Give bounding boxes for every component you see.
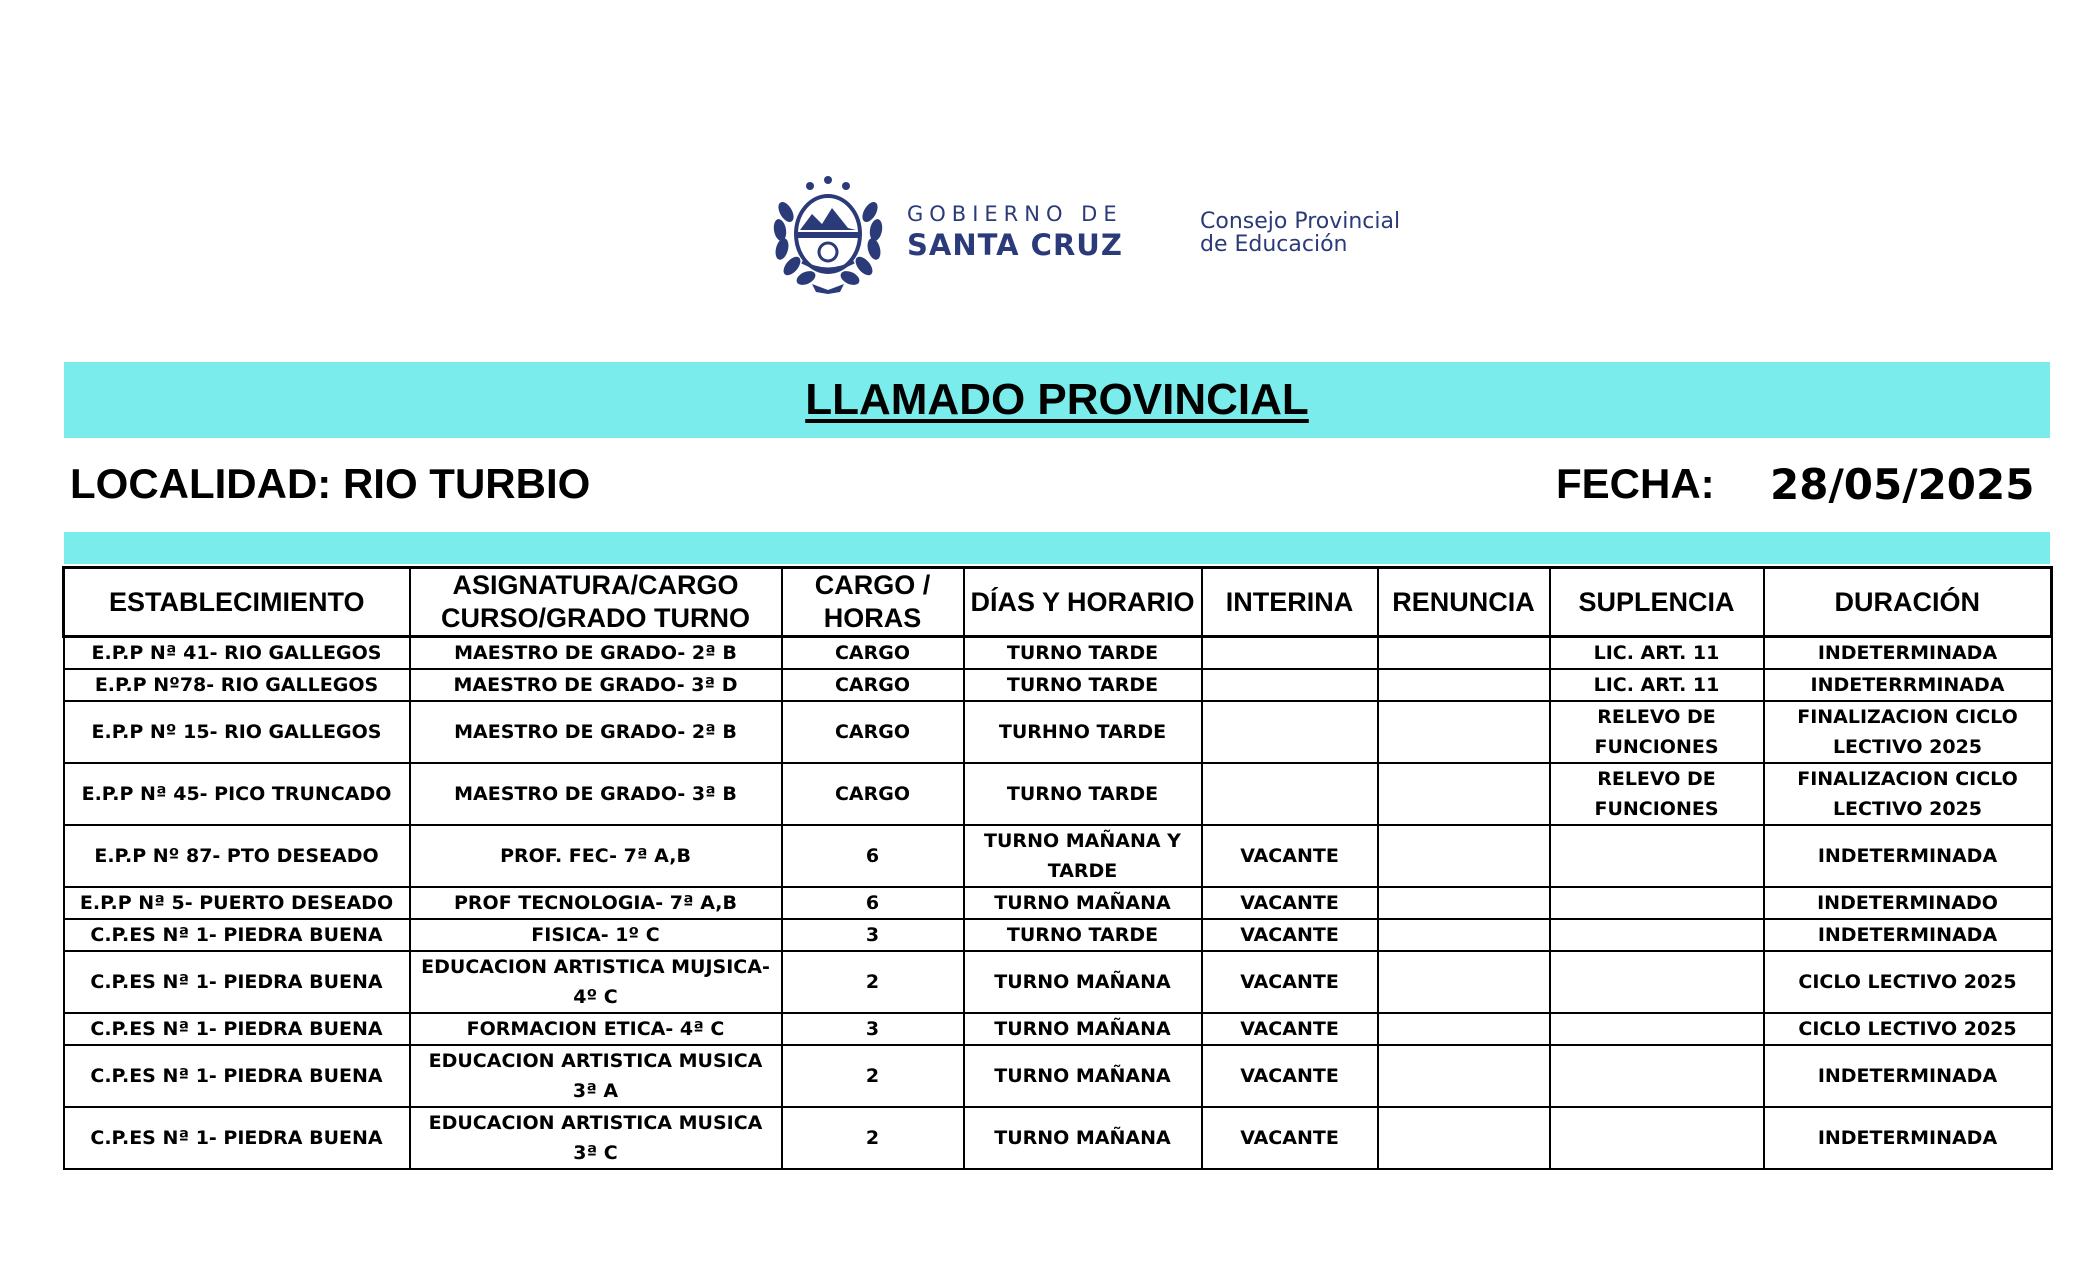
cell-interina xyxy=(1202,763,1378,825)
cell-establecimiento: C.P.ES Nª 1- PIEDRA BUENA xyxy=(64,919,410,951)
cell-asignatura: PROF. FEC- 7ª A,B xyxy=(410,825,782,887)
cell-suplencia xyxy=(1550,951,1764,1013)
cell-cargo_horas: 6 xyxy=(782,825,964,887)
gov-line-1: GOBIERNO DE xyxy=(907,202,1123,226)
cell-suplencia: RELEVO DE FUNCIONES xyxy=(1550,763,1764,825)
fecha-label: FECHA: xyxy=(1556,460,1715,507)
cell-interina: VACANTE xyxy=(1202,1045,1378,1107)
table-row xyxy=(64,919,2052,951)
title-banner xyxy=(64,362,2050,438)
column-header-dias_horario: DÍAS Y HORARIO xyxy=(964,568,1202,637)
government-wordmark xyxy=(907,202,1123,262)
column-header-establecimiento: ESTABLECIMIENTO xyxy=(64,568,410,637)
cell-interina xyxy=(1202,669,1378,701)
council-name xyxy=(1200,210,1400,256)
cell-dias_horario: TURNO TARDE xyxy=(964,637,1202,670)
cell-dias_horario: TURNO TARDE xyxy=(964,669,1202,701)
cell-suplencia xyxy=(1550,919,1764,951)
table-row xyxy=(64,1107,2052,1169)
cell-cargo_horas: CARGO xyxy=(782,669,964,701)
cell-interina: VACANTE xyxy=(1202,951,1378,1013)
cell-renuncia xyxy=(1378,951,1550,1013)
cell-suplencia: RELEVO DE FUNCIONES xyxy=(1550,701,1764,763)
cell-establecimiento: E.P.P Nª 45- PICO TRUNCADO xyxy=(64,763,410,825)
cell-renuncia xyxy=(1378,1107,1550,1169)
cell-duracion: INDETERMINADA xyxy=(1764,825,2052,887)
cell-duracion: FINALIZACION CICLO LECTIVO 2025 xyxy=(1764,701,2052,763)
cell-suplencia xyxy=(1550,887,1764,919)
cell-cargo_horas: 2 xyxy=(782,1107,964,1169)
cell-duracion: INDETERMINADA xyxy=(1764,1107,2052,1169)
cell-renuncia xyxy=(1378,669,1550,701)
vacancies-table xyxy=(62,566,2053,1170)
cell-dias_horario: TURNO TARDE xyxy=(964,763,1202,825)
cell-establecimiento: E.P.P Nº 15- RIO GALLEGOS xyxy=(64,701,410,763)
cell-dias_horario: TURNO MAÑANA xyxy=(964,951,1202,1013)
cell-asignatura: MAESTRO DE GRADO- 3ª B xyxy=(410,763,782,825)
cell-renuncia xyxy=(1378,825,1550,887)
cell-establecimiento: C.P.ES Nª 1- PIEDRA BUENA xyxy=(64,1045,410,1107)
cell-renuncia xyxy=(1378,1045,1550,1107)
cell-dias_horario: TURNO MAÑANA Y TARDE xyxy=(964,825,1202,887)
cell-establecimiento: E.P.P Nª 5- PUERTO DESEADO xyxy=(64,887,410,919)
cell-suplencia xyxy=(1550,1107,1764,1169)
cell-suplencia xyxy=(1550,825,1764,887)
column-header-interina: INTERINA xyxy=(1202,568,1378,637)
cell-duracion: CICLO LECTIVO 2025 xyxy=(1764,951,2052,1013)
cell-duracion: INDETERMINADA xyxy=(1764,919,2052,951)
cell-renuncia xyxy=(1378,887,1550,919)
table-row xyxy=(64,669,2052,701)
cell-interina: VACANTE xyxy=(1202,1107,1378,1169)
cell-suplencia xyxy=(1550,1013,1764,1045)
cell-renuncia xyxy=(1378,763,1550,825)
council-line-2: de Educación xyxy=(1200,232,1348,257)
cell-cargo_horas: CARGO xyxy=(782,637,964,670)
cell-establecimiento: C.P.ES Nª 1- PIEDRA BUENA xyxy=(64,1013,410,1045)
cell-suplencia: LIC. ART. 11 xyxy=(1550,637,1764,670)
cell-duracion: INDETERMINADA xyxy=(1764,637,2052,670)
cell-interina: VACANTE xyxy=(1202,1013,1378,1045)
cell-cargo_horas: 6 xyxy=(782,887,964,919)
cell-cargo_horas: 2 xyxy=(782,1045,964,1107)
cell-cargo_horas: 3 xyxy=(782,919,964,951)
cell-interina: VACANTE xyxy=(1202,887,1378,919)
cell-establecimiento: E.P.P Nª 41- RIO GALLEGOS xyxy=(64,637,410,670)
cell-dias_horario: TURNO MAÑANA xyxy=(964,1045,1202,1107)
table-row xyxy=(64,1045,2052,1107)
page-title: LLAMADO PROVINCIAL xyxy=(805,375,1309,424)
cell-duracion: CICLO LECTIVO 2025 xyxy=(1764,1013,2052,1045)
column-header-renuncia: RENUNCIA xyxy=(1378,568,1550,637)
separator-strip xyxy=(64,532,2050,564)
cell-dias_horario: TURNO MAÑANA xyxy=(964,1013,1202,1045)
cell-dias_horario: TURNO MAÑANA xyxy=(964,1107,1202,1169)
table-row xyxy=(64,701,2052,763)
cell-suplencia: LIC. ART. 11 xyxy=(1550,669,1764,701)
table-row xyxy=(64,637,2052,670)
cell-asignatura: PROF TECNOLOGIA- 7ª A,B xyxy=(410,887,782,919)
cell-asignatura: MAESTRO DE GRADO- 3ª D xyxy=(410,669,782,701)
cell-cargo_horas: 2 xyxy=(782,951,964,1013)
cell-establecimiento: E.P.P Nº78- RIO GALLEGOS xyxy=(64,669,410,701)
cell-renuncia xyxy=(1378,637,1550,670)
cell-cargo_horas: CARGO xyxy=(782,701,964,763)
table-row xyxy=(64,887,2052,919)
cell-dias_horario: TURHNO TARDE xyxy=(964,701,1202,763)
cell-interina xyxy=(1202,701,1378,763)
table-body xyxy=(64,637,2052,1170)
cell-suplencia xyxy=(1550,1045,1764,1107)
cell-duracion: INDETERMINADO xyxy=(1764,887,2052,919)
table-header-row xyxy=(64,568,2052,637)
cell-duracion: INDETERRMINADA xyxy=(1764,669,2052,701)
cell-establecimiento: C.P.ES Nª 1- PIEDRA BUENA xyxy=(64,951,410,1013)
table-row xyxy=(64,951,2052,1013)
council-line-1: Consejo Provincial xyxy=(1200,209,1401,234)
table-row xyxy=(64,763,2052,825)
table-row xyxy=(64,825,2052,887)
cell-asignatura: FISICA- 1º C xyxy=(410,919,782,951)
fecha-value: 28/05/2025 xyxy=(1770,460,2035,509)
cell-dias_horario: TURNO TARDE xyxy=(964,919,1202,951)
cell-establecimiento: E.P.P Nº 87- PTO DESEADO xyxy=(64,825,410,887)
cell-asignatura: MAESTRO DE GRADO- 2ª B xyxy=(410,637,782,670)
cell-asignatura: FORMACION ETICA- 4ª C xyxy=(410,1013,782,1045)
cell-establecimiento: C.P.ES Nª 1- PIEDRA BUENA xyxy=(64,1107,410,1169)
cell-dias_horario: TURNO MAÑANA xyxy=(964,887,1202,919)
header-logo xyxy=(772,172,1472,302)
column-header-cargo_horas: CARGO / HORAS xyxy=(782,568,964,637)
cell-asignatura: EDUCACION ARTISTICA MUJSICA- 4º C xyxy=(410,951,782,1013)
cell-renuncia xyxy=(1378,919,1550,951)
santa-cruz-coat-of-arms-icon xyxy=(772,172,884,294)
cell-renuncia xyxy=(1378,1013,1550,1045)
table-row xyxy=(64,1013,2052,1045)
cell-cargo_horas: 3 xyxy=(782,1013,964,1045)
gov-line-2: SANTA CRUZ xyxy=(907,228,1123,262)
cell-duracion: FINALIZACION CICLO LECTIVO 2025 xyxy=(1764,763,2052,825)
cell-interina: VACANTE xyxy=(1202,919,1378,951)
cell-asignatura: EDUCACION ARTISTICA MUSICA 3ª C xyxy=(410,1107,782,1169)
cell-interina xyxy=(1202,637,1378,670)
cell-duracion: INDETERMINADA xyxy=(1764,1045,2052,1107)
cell-renuncia xyxy=(1378,701,1550,763)
cell-cargo_horas: CARGO xyxy=(782,763,964,825)
column-header-duracion: DURACIÓN xyxy=(1764,568,2052,637)
cell-asignatura: EDUCACION ARTISTICA MUSICA 3ª A xyxy=(410,1045,782,1107)
cell-interina: VACANTE xyxy=(1202,825,1378,887)
column-header-asignatura: ASIGNATURA/CARGO CURSO/GRADO TURNO xyxy=(410,568,782,637)
cell-asignatura: MAESTRO DE GRADO- 2ª B xyxy=(410,701,782,763)
column-header-suplencia: SUPLENCIA xyxy=(1550,568,1764,637)
localidad-label: LOCALIDAD: RIO TURBIO xyxy=(70,460,591,507)
